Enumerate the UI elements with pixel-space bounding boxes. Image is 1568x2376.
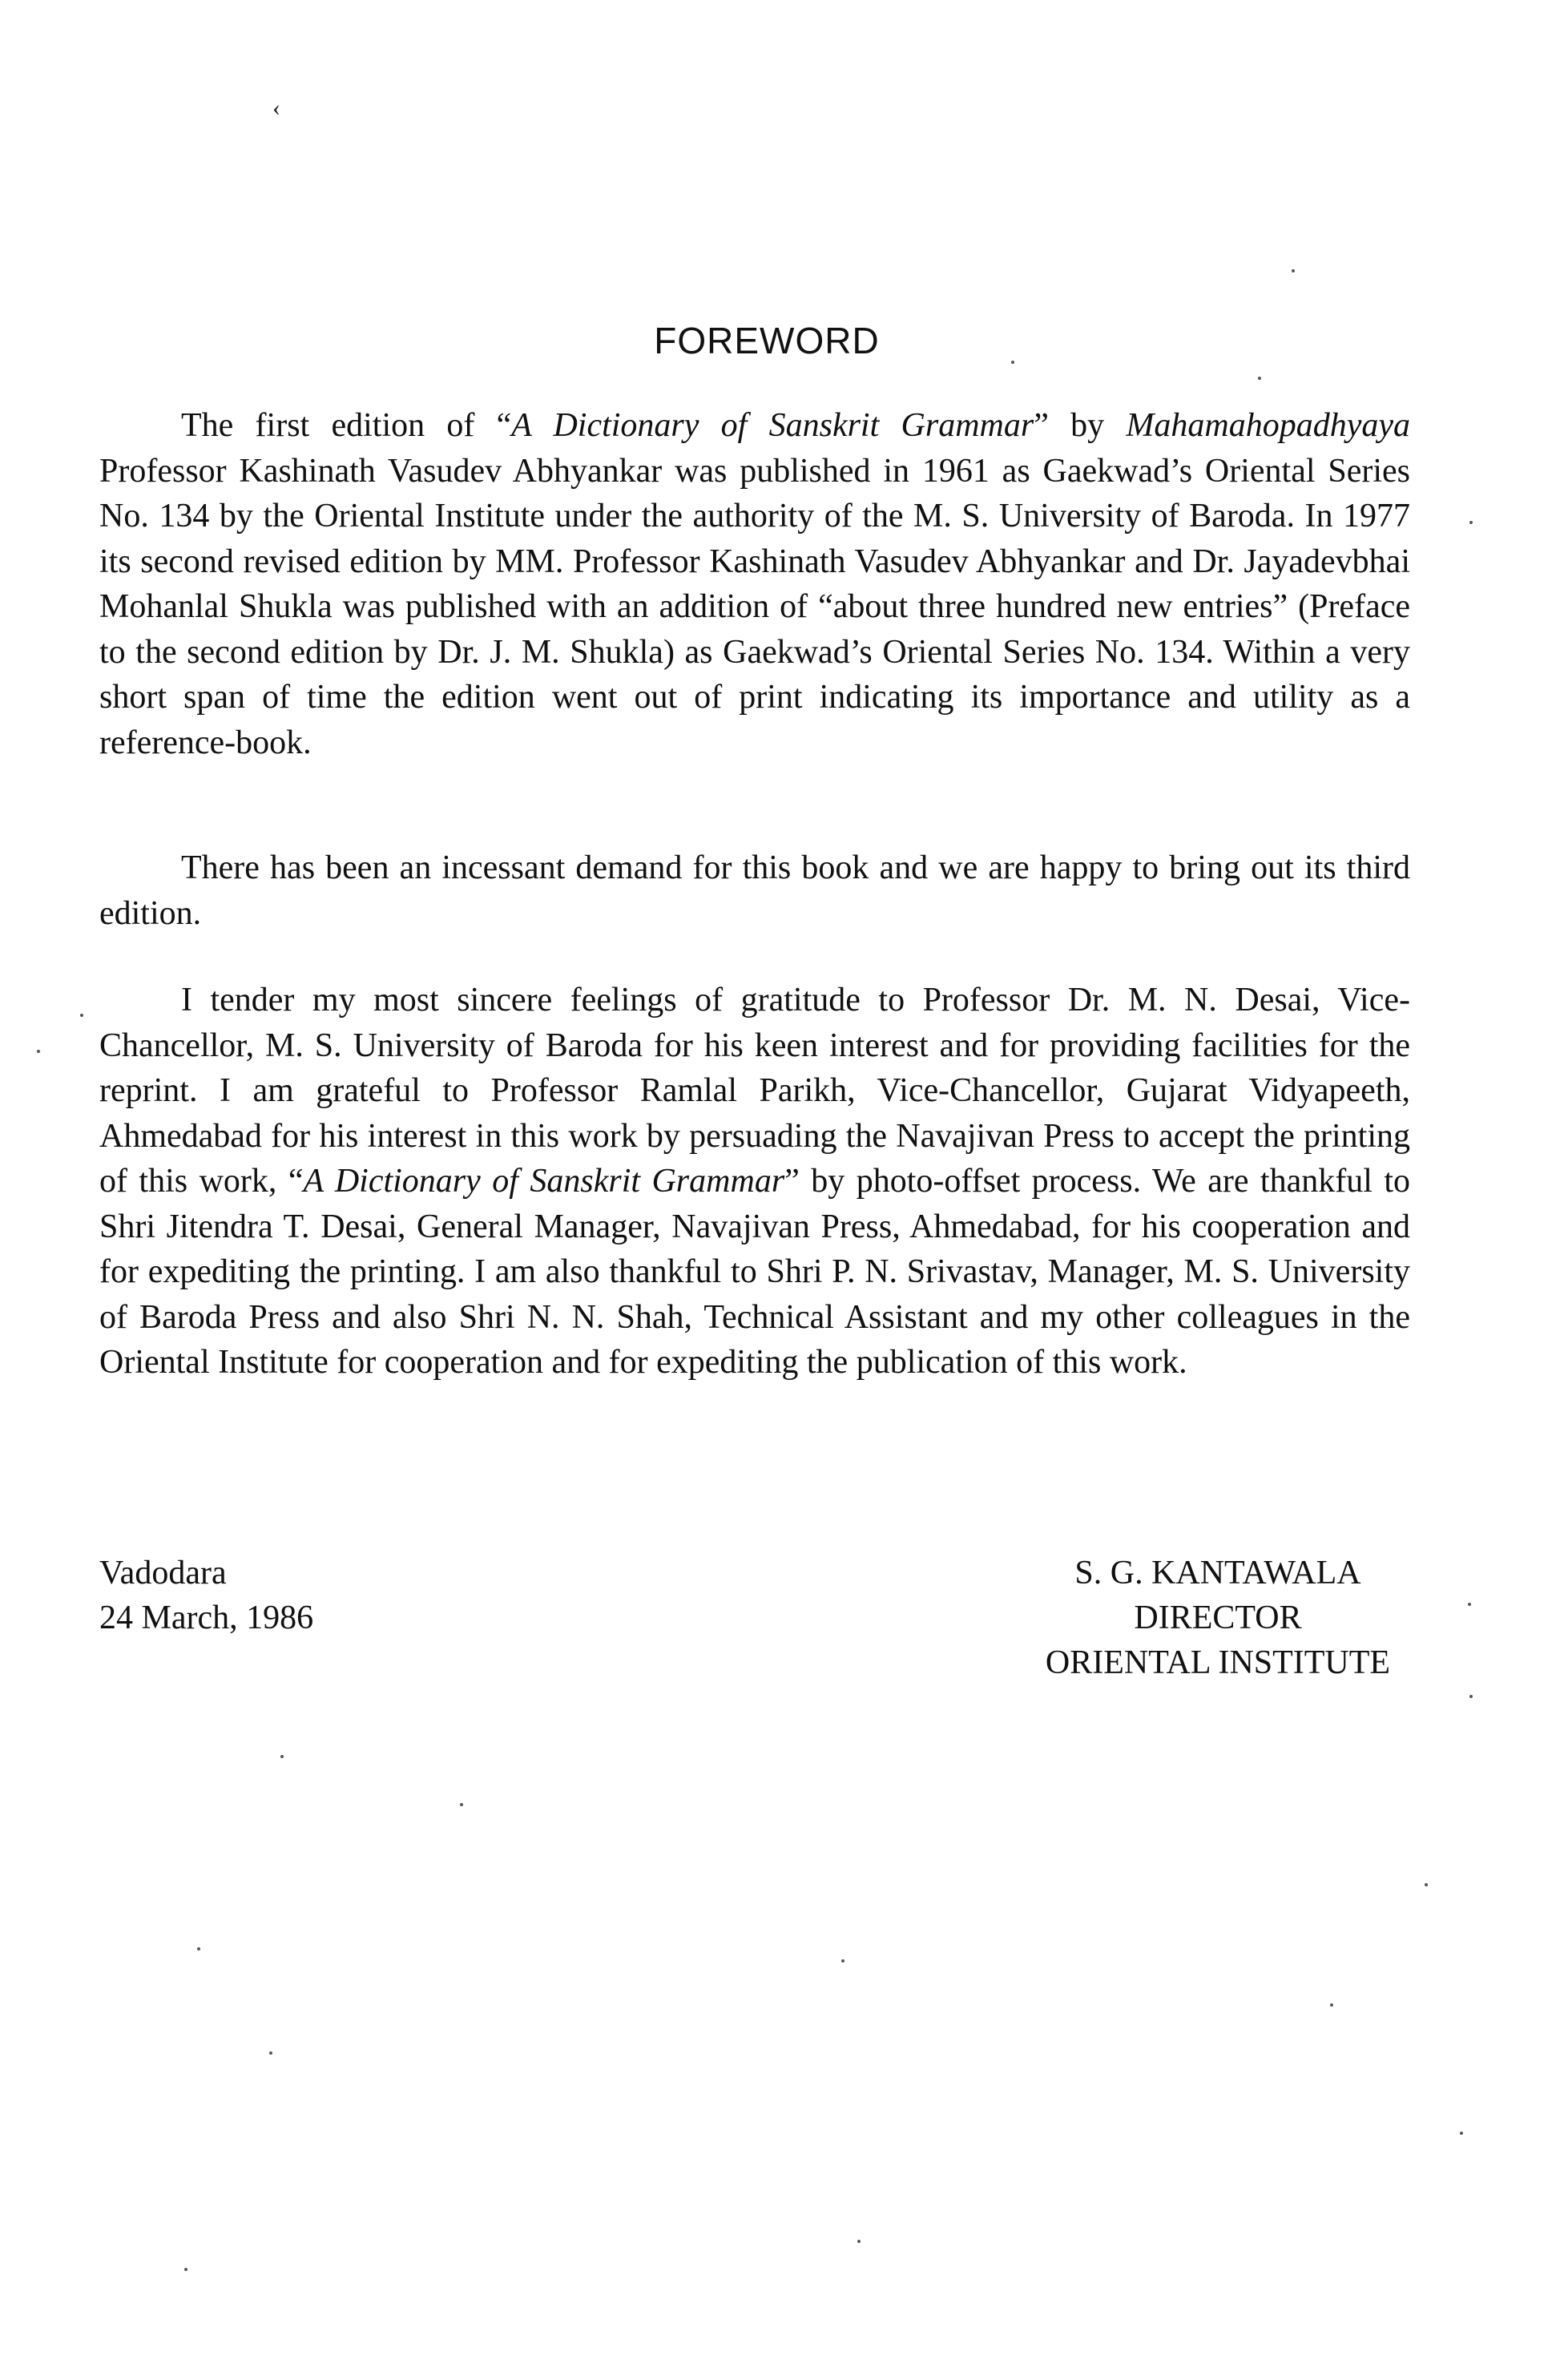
book-title-italic: A Dictionary of Sanskrit Grammar bbox=[303, 1163, 785, 1200]
paragraph-text bbox=[99, 403, 1410, 765]
paragraph-third-edition bbox=[99, 845, 1410, 936]
paragraph-mid: ” by bbox=[1034, 407, 1127, 444]
paragraph-lead: I tender my most sincere feelings of gratitude to Professor Dr. M. N. Desai, Vice-Chancellor, M. S. University of Baroda for his keen interest and for providing facilities for the reprint. I am grateful to Professor Ramlal Parikh, Vice-Chancellor, Gujarat Vidyapeeth, Ahmedabad for his interest in this work by persuading the Navajivan Press to accept the printing of this work, “ bbox=[99, 982, 1410, 1200]
scan-speck bbox=[184, 2268, 187, 2271]
scan-speck bbox=[857, 2240, 861, 2243]
scan-speck bbox=[1460, 2132, 1463, 2135]
scan-speck bbox=[1425, 1883, 1428, 1886]
scan-speck bbox=[1011, 361, 1014, 364]
book-title-italic: A Dictionary of Sanskrit Grammar bbox=[511, 407, 1034, 444]
paragraph-text bbox=[99, 978, 1410, 1386]
scan-speck bbox=[1292, 269, 1295, 272]
place: Vadodara bbox=[99, 1555, 227, 1591]
signature-block bbox=[994, 1551, 1442, 1685]
scan-speck bbox=[197, 1947, 200, 1950]
scan-speck bbox=[1469, 521, 1473, 524]
paragraph-first-edition bbox=[99, 403, 1410, 765]
stray-mark: ‹ bbox=[272, 95, 280, 121]
paragraph-lead: The first edition of “ bbox=[181, 407, 512, 444]
scan-speck bbox=[1258, 377, 1261, 380]
signatory-name: S. G. KANTAWALA bbox=[1074, 1555, 1361, 1591]
signatory-institution: ORIENTAL INSTITUTE bbox=[1045, 1644, 1391, 1681]
paragraph-gratitude bbox=[99, 978, 1410, 1386]
scan-speck bbox=[841, 1959, 844, 1963]
scan-speck bbox=[1469, 1695, 1473, 1698]
paragraph-text: There has been an incessant demand for this book and we are happy to bring out its third edition. bbox=[99, 849, 1410, 932]
paragraph-rest: Professor Kashinath Vasudev Abhyankar was published in 1961 as Gaekwad’s Oriental Series No. 134 by the Oriental Institute under the authority of the M. S. University of Baroda. In 1977 its second revised edition by MM. Professor Kashinath Vasudev Abhyankar and Dr. Jayadevbhai Mohanlal Shukla was published with an addition of “about three hundred new entries” (Preface to the second edition by Dr. J. M. Shukla) as Gaekwad’s Oriental Series No. 134. Within a very short span of time the edition went out of print indicating its importance and utility as a reference-book. bbox=[99, 452, 1410, 761]
scan-speck bbox=[1468, 1603, 1471, 1606]
scan-speck bbox=[80, 1014, 83, 1017]
scan-speck bbox=[269, 2051, 272, 2055]
paragraph-rest: ” by photo-offset process. We are thankful to Shri Jitendra T. Desai, General Manager, Navajivan Press, Ahmedabad, for his cooperation and for expediting the printing. I am also thankful to Shri P. N. Srivastav, Manager, M. S. University of Baroda Press and also Shri N. N. Shah, Technical Assistant and my other colleagues in the Oriental Institute for cooperation and for expediting the publication of this work. bbox=[99, 1163, 1410, 1381]
signatory-role: DIRECTOR bbox=[1134, 1599, 1302, 1636]
date: 24 March, 1986 bbox=[99, 1599, 314, 1636]
page-title: FOREWORD bbox=[654, 320, 880, 361]
scan-speck bbox=[1330, 2003, 1333, 2007]
place-date-block bbox=[99, 1551, 313, 1640]
scan-speck bbox=[460, 1803, 463, 1806]
author-title-italic: Mahamahopadhyaya bbox=[1126, 407, 1410, 444]
scan-speck bbox=[280, 1755, 284, 1758]
scan-speck bbox=[37, 1050, 40, 1053]
